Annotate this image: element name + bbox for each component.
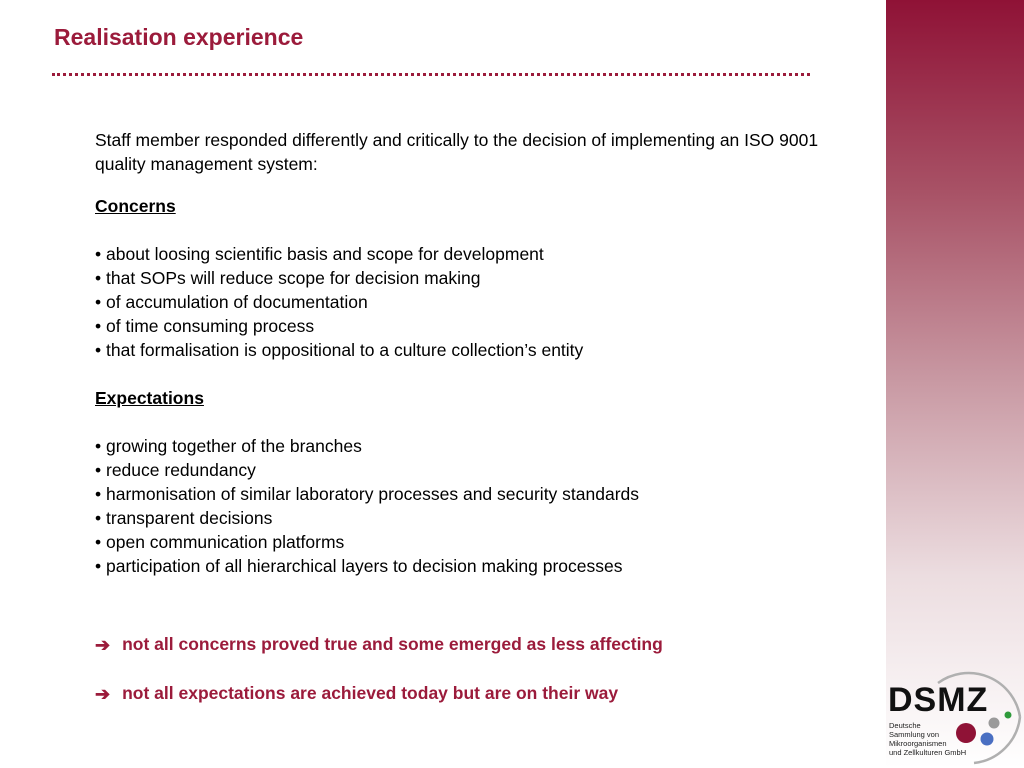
- intro-text: Staff member responded differently and critically to the decision of implementing an ISO 9001 quality management system:: [95, 130, 819, 174]
- list-item: • that SOPs will reduce scope for decision making: [95, 266, 855, 290]
- list-item: • about loosing scientific basis and scope for development: [95, 242, 855, 266]
- list-item: • of time consuming process: [95, 314, 855, 338]
- slide-content: [95, 128, 855, 578]
- conclusion-1: [95, 634, 663, 655]
- list-item: • growing together of the branches: [95, 434, 855, 458]
- arrow-right-icon: ➔: [95, 683, 111, 704]
- conclusion-text: not all concerns proved true and some emerged as less affecting: [122, 634, 663, 654]
- list-item: • of accumulation of documentation: [95, 290, 855, 314]
- concerns-list: [95, 242, 855, 362]
- list-item: • transparent decisions: [95, 506, 855, 530]
- expectations-list: [95, 434, 855, 578]
- list-item: • open communication platforms: [95, 530, 855, 554]
- expectations-heading: Expectations: [95, 388, 204, 408]
- conclusion-2: [95, 683, 618, 704]
- dotted-divider: [52, 73, 810, 76]
- list-item: • harmonisation of similar laboratory processes and security standards: [95, 482, 855, 506]
- slide-title: Realisation experience: [54, 24, 304, 50]
- list-item: • that formalisation is oppositional to a culture collection’s entity: [95, 338, 855, 362]
- dsmz-logo: [886, 655, 1024, 768]
- list-item: • participation of all hierarchical layers to decision making processes: [95, 554, 855, 578]
- logo-subtitle: Deutsche Sammlung von Mikroorganismen und Zellkulturen GmbH: [889, 721, 967, 757]
- side-gradient-band: [886, 0, 1024, 768]
- list-item: • reduce redundancy: [95, 458, 855, 482]
- arrow-right-icon: ➔: [95, 634, 111, 655]
- conclusion-text: not all expectations are achieved today but are on their way: [122, 683, 619, 703]
- concerns-heading: Concerns: [95, 196, 176, 216]
- logo-wordmark: DSMZ: [888, 681, 989, 719]
